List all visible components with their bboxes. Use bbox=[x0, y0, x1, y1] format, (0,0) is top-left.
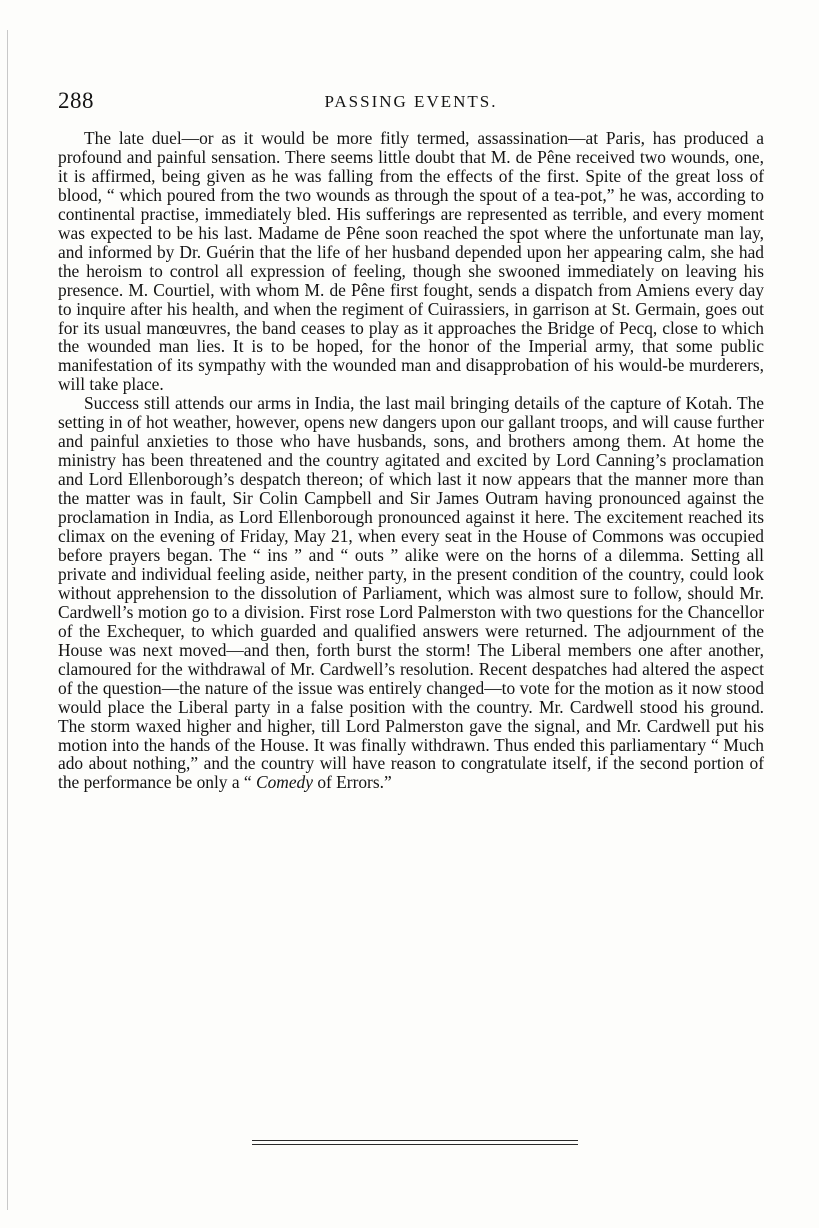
closing-rule-line-bottom bbox=[252, 1144, 578, 1145]
paragraph-duel: The late duel—or as it would be more fitly termed, assassination—at Paris, has produced a profound and painful sensation. There seems little doubt that M. de Pêne received two wounds, one, it is affirmed, being given as he was falling from the effects of the first. Spite of the great loss of blood, “ which poured from the two wounds as through the spout of a tea-pot,” he was, according to continental practise, immediately bled. His sufferings are represented as terrible, and every moment was expected to be his last. Madame de Pêne soon reached the spot where the unfortunate man lay, and informed by Dr. Guérin that the life of her husband depended upon her appearing calm, she had the heroism to control all expression of feeling, though she swooned immediately on leaving his presence. M. Courtiel, with whom M. de Pêne first fought, sends a dispatch from Amiens every day to inquire after his health, and when the regiment of Cuirassiers, in garrison at St. Germain, goes out for its usual manœuvres, the band ceases to play as it approaches the Bridge of Pecq, close to which the wounded man lies. It is to be hoped, for the honor of the Imperial army, that some public manifestation of its sympathy with the wounded man and disapprobation of his would-be murderers, will take place. bbox=[58, 128, 764, 395]
running-title: PASSING EVENTS. bbox=[324, 92, 498, 111]
page-number: 288 bbox=[58, 88, 94, 113]
paragraph-india-parliament bbox=[58, 394, 764, 792]
page-edge-rule bbox=[7, 30, 8, 1210]
paragraph-india-parliament-text: Success still attends our arms in India, the last mail bringing details of the capture of Kotah. The setting in of hot weather, however, opens new dangers upon our gallant troops, and will cause further and painful anxieties to those who have husbands, sons, and brothers among them. At home the ministry has been threatened and the country agitated and excited by Lord Canning’s proclamation and Lord Ellenborough’s despatch thereon; of which last it now appears that the manner more than the matter was in fault, Sir Colin Campbell and Sir James Outram having pronounced against the proclamation in India, as Lord Ellenborough pronounced against it here. The excitement reached its climax on the evening of Friday, May 21, when every seat in the House of Commons was occupied before prayers began. The “ ins ” and “ outs ” alike were on the horns of a dilemma. Setting all private and individual feeling aside, neither party, in the present condition of the country, could look without apprehension to the dissolution of Parliament, which was almost sure to follow, should Mr. Cardwell’s motion go to a division. First rose Lord Palmerston with two questions for the Chancellor of the Exchequer, to which guarded and qualified answers were returned. The adjournment of the House was next moved—and then, forth burst the storm! The Liberal members one after another, clamoured for the withdrawal of Mr. Cardwell’s resolution. Recent despatches had altered the aspect of the question—the nature of the issue was entirely changed—to vote for the motion as it now stood would place the Liberal party in a false position with the country. Mr. Cardwell stood his ground. The storm waxed higher and higher, till Lord Palmerston gave the signal, and Mr. Cardwell put his motion into the hands of the House. It was finally withdrawn. Thus ended this parliamentary “ Much ado about nothing,” and the country will have reason to congratulate itself, if the second portion of the performance be only a “ bbox=[58, 393, 764, 793]
page-header bbox=[58, 88, 764, 118]
closing-rule-line-top bbox=[252, 1140, 578, 1141]
closing-double-rule bbox=[252, 1140, 578, 1148]
article-body bbox=[58, 129, 764, 792]
paragraph-india-parliament-tail: of Errors.” bbox=[312, 772, 392, 793]
italic-comedy: Comedy bbox=[255, 772, 313, 793]
